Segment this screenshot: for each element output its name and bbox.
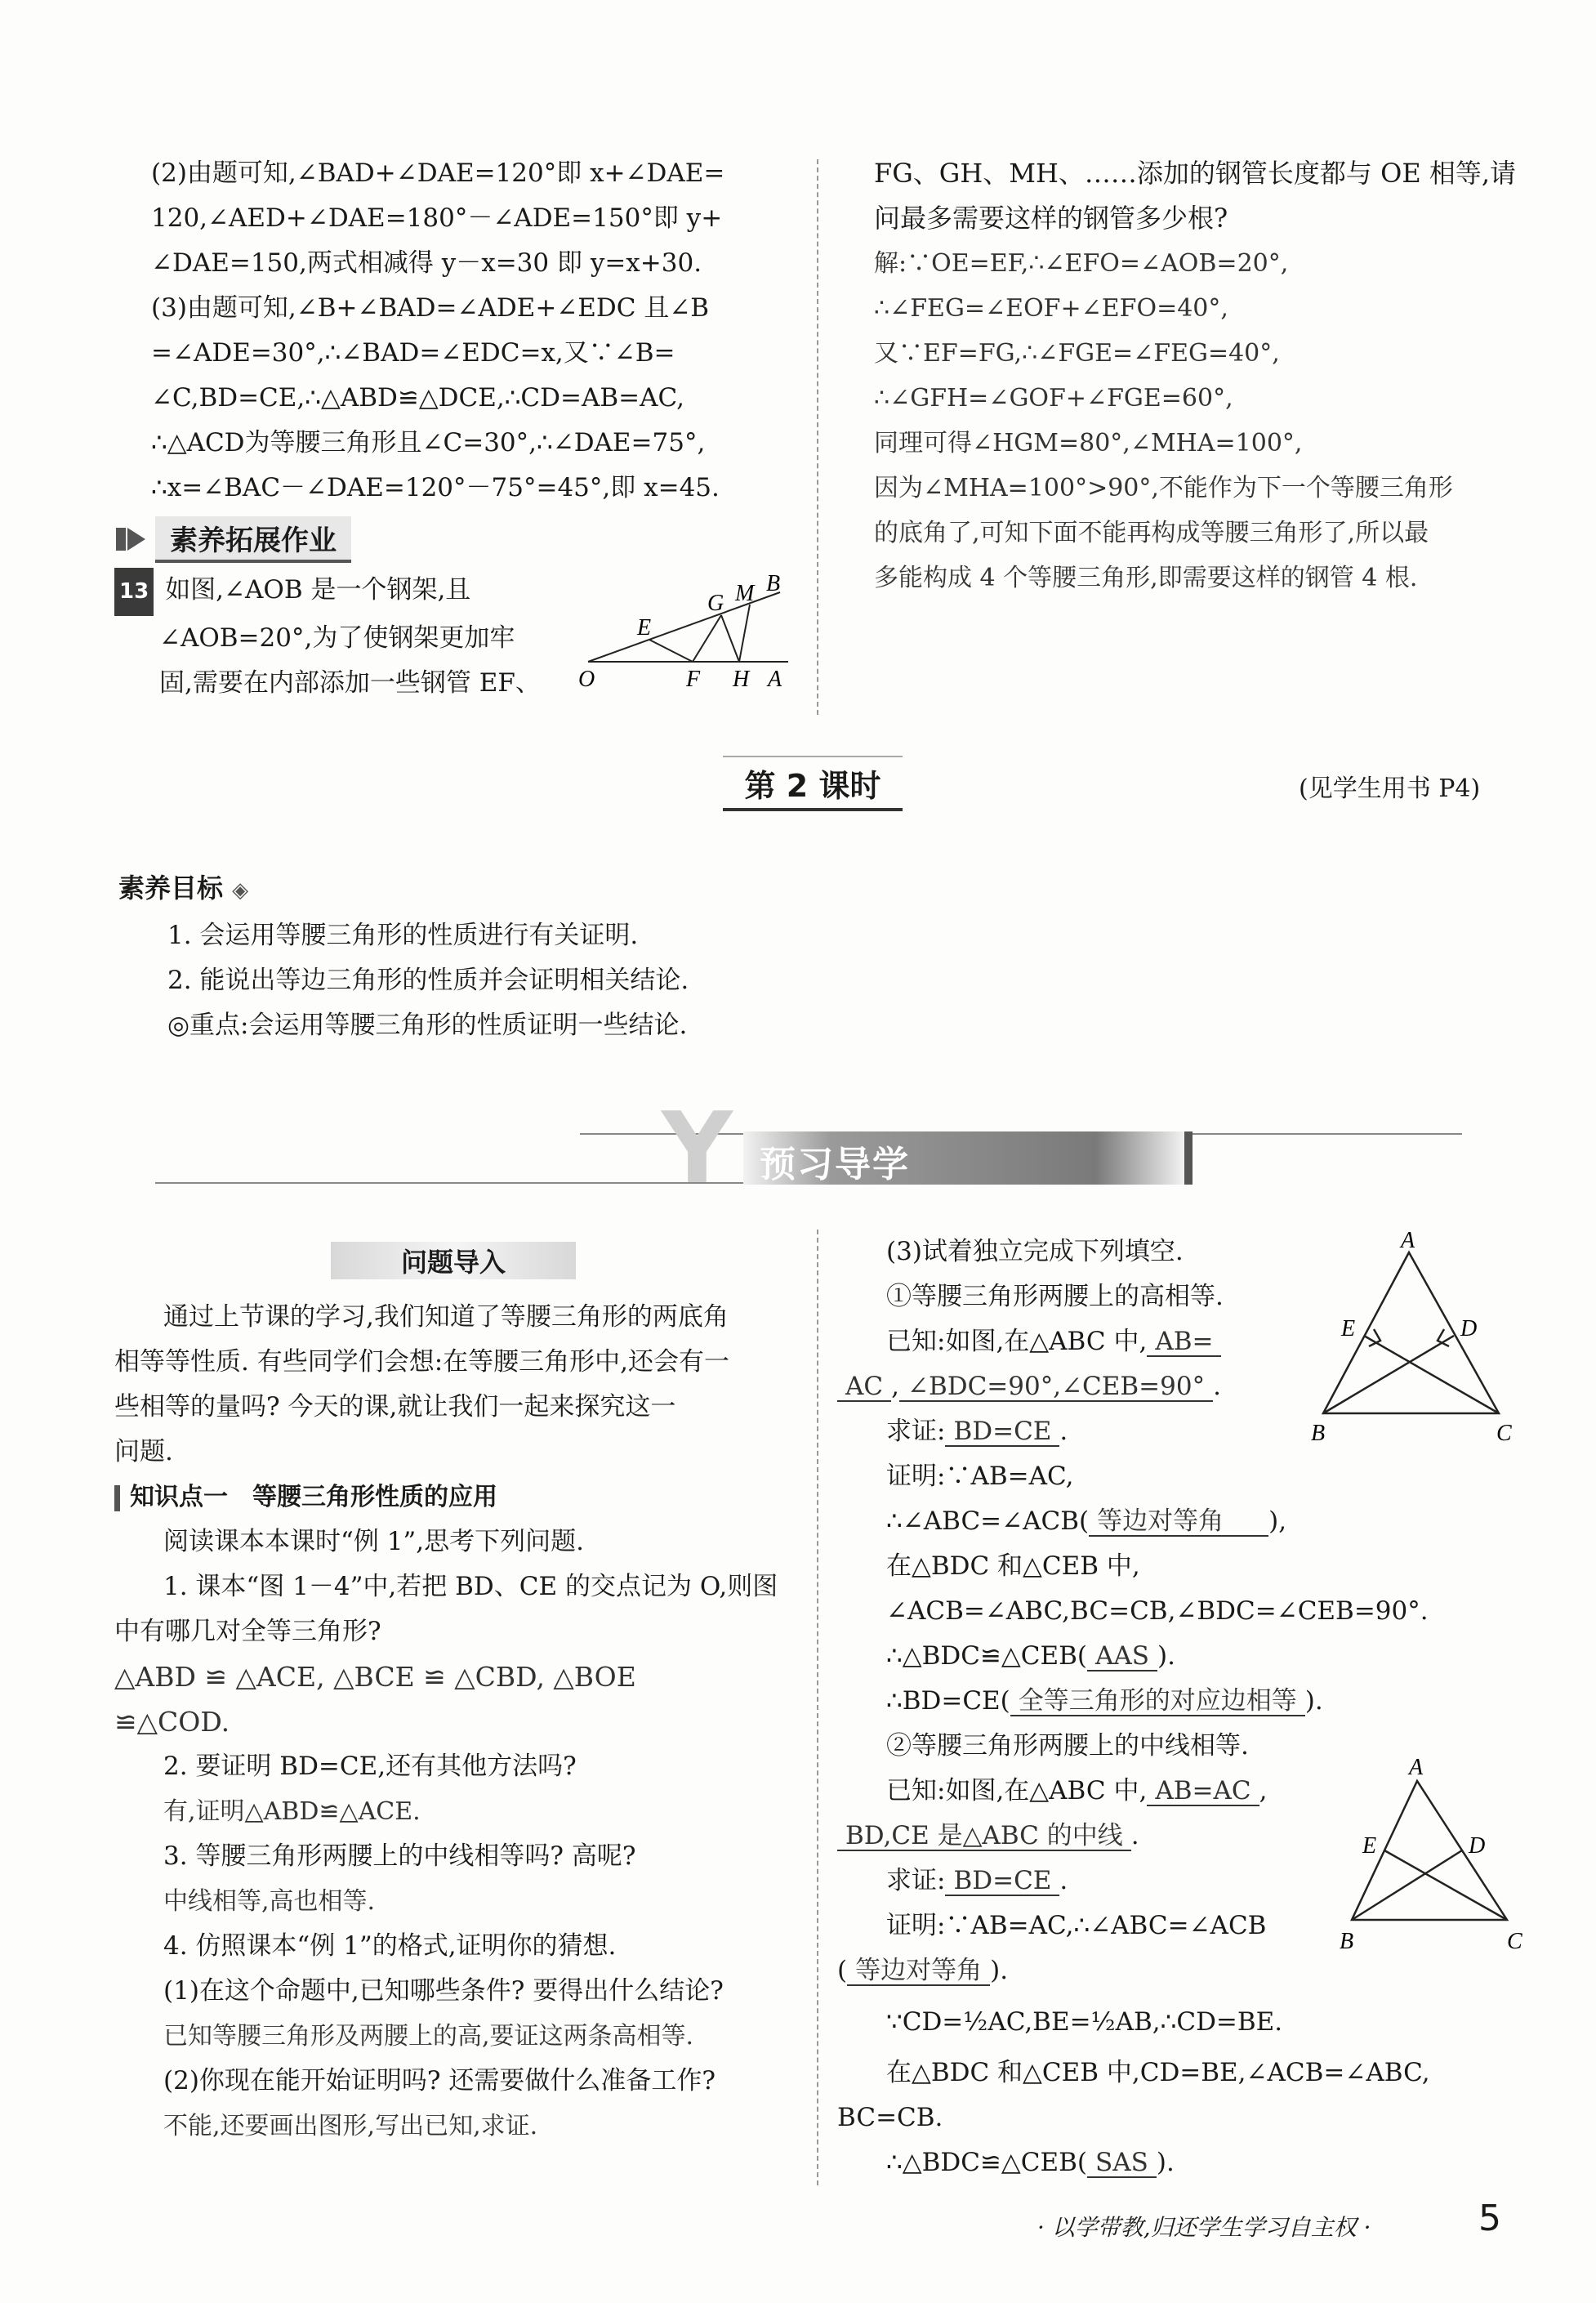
text-line: (3)试着独立完成下列填空. xyxy=(886,1237,1184,1266)
label-G: G xyxy=(707,591,724,616)
question-text: 中有哪几对全等三角形? xyxy=(114,1617,381,1646)
text-line: 求证: xyxy=(886,1417,946,1446)
read-instruction: 阅读课本本课时“例 1”,思考下列问题. xyxy=(163,1527,584,1556)
text-line: ∴∠ABC=∠ACB( xyxy=(886,1506,1090,1536)
text-line: 已知:如图,在△ABC 中, xyxy=(886,1776,1148,1805)
label-E: E xyxy=(1341,1316,1356,1341)
fill-blank: AC xyxy=(837,1372,891,1402)
banner-title: 预习导学 xyxy=(760,1144,910,1185)
label-A: A xyxy=(1401,1230,1415,1253)
student-book-ref: (见学生用书 P4) xyxy=(1299,774,1481,803)
question-text: (1)在这个命题中,已知哪些条件? 要得出什么结论? xyxy=(163,1976,724,2006)
label-E: E xyxy=(1362,1833,1377,1859)
diamond-icon: ◈ xyxy=(232,878,249,903)
text-line: ∴△BDC≌△CEB( xyxy=(886,1641,1087,1671)
fill-blank: 等边对等角 xyxy=(847,1957,990,1986)
question-text: 2. 要证明 BD=CE,还有其他方法吗? xyxy=(163,1752,577,1781)
triangle-medians-figure xyxy=(1340,1756,1536,1961)
section-title: 素养拓展作业 xyxy=(155,516,351,563)
question-text: 1. 课本“图 1－4”中,若把 BD、CE 的交点记为 O,则图 xyxy=(163,1572,778,1601)
intro-line: 通过上节课的学习,我们知道了等腰三角形的两底角 xyxy=(163,1302,729,1332)
lesson-title xyxy=(723,756,903,811)
text-line: =∠ADE=30°,∴∠BAD=∠EDC=x,又∵∠B= xyxy=(151,338,675,368)
goals-block xyxy=(118,866,1344,1048)
label-D: D xyxy=(1460,1316,1478,1341)
lesson-title-text: 第 2 课时 xyxy=(744,767,881,804)
fill-blank: ∠BDC=90°,∠CEB=90° xyxy=(899,1372,1213,1402)
question-13 xyxy=(114,568,572,706)
answer-line: ∴∠FEG=∠EOF+∠EFO=40°, xyxy=(874,294,1228,323)
goal-item: ◎重点:会运用等腰三角形的性质证明一些结论. xyxy=(167,1011,688,1040)
text-line: 在△BDC 和△CEB 中,CD=BE,∠ACB=∠ABC, xyxy=(886,2058,1430,2087)
text-line: 问最多需要这样的钢管多少根? xyxy=(874,203,1228,234)
question-text: (2)你现在能开始证明吗? 还需要做什么准备工作? xyxy=(163,2066,716,2095)
text-line: ②等腰三角形两腰上的中线相等. xyxy=(886,1731,1249,1761)
top-right-block xyxy=(874,151,1527,600)
text-line: ∠ACB=∠ABC,BC=CB,∠BDC=∠CEB=90°. xyxy=(886,1596,1429,1626)
page-number: 5 xyxy=(1478,2198,1501,2239)
intro-line: 些相等的量吗? 今天的课,就让我们一起来探究这一 xyxy=(114,1392,676,1422)
knowledge-point-title: 知识点一 等腰三角形性质的应用 xyxy=(130,1483,497,1511)
text-line: ∴△BDC≌△CEB( xyxy=(886,2148,1087,2177)
label-C: C xyxy=(1496,1421,1512,1446)
answer-line: 多能构成 4 个等腰三角形,即需要这样的钢管 4 根. xyxy=(874,564,1418,592)
label-A: A xyxy=(1409,1756,1424,1780)
text-line: ∵CD=½AC,BE=½AB,∴CD=BE. xyxy=(886,2007,1283,2037)
text-line: ∴△ACD为等腰三角形且∠C=30°,∴∠DAE=75°, xyxy=(151,428,706,457)
text-line: 证明:∵AB=AC,∴∠ABC=∠ACB xyxy=(886,1911,1267,1940)
kp-bar xyxy=(114,1485,120,1511)
label-A: A xyxy=(768,667,782,692)
goal-item: 2. 能说出等边三角形的性质并会证明相关结论. xyxy=(167,966,689,995)
question-text: 4. 仿照课本“例 1”的格式,证明你的猜想. xyxy=(163,1931,617,1961)
intro-line: 相等等性质. 有些同学们会想:在等腰三角形中,还会有一 xyxy=(114,1347,730,1377)
label-B: B xyxy=(766,571,781,596)
steel-frame-figure xyxy=(572,568,800,698)
fill-blank: AAS xyxy=(1087,1642,1157,1671)
top-left-block xyxy=(151,151,805,511)
arrow-icon xyxy=(114,523,147,556)
text-line: 固,需要在内部添加一些钢管 EF、 xyxy=(159,668,541,698)
fill-blank: 全等三角形的对应边相等 xyxy=(1010,1687,1305,1716)
fill-blank: 等边对等角 xyxy=(1089,1507,1268,1537)
text-line: (2)由题可知,∠BAD+∠DAE=120°即 x+∠DAE= xyxy=(151,158,725,188)
text-line: FG、GH、MH、……添加的钢管长度都与 OE 相等,请 xyxy=(874,158,1517,189)
answer-line: 同理可得∠HGM=80°,∠MHA=100°, xyxy=(874,429,1303,457)
answer-line: 的底角了,可知下面不能再构成等腰三角形了,所以最 xyxy=(874,519,1429,547)
banner-letter: Y xyxy=(662,1092,733,1206)
fill-blank: AB=AC xyxy=(1147,1777,1259,1806)
fill-blank: BD,CE 是△ABC 的中线 xyxy=(837,1822,1131,1851)
fill-blank: BD=CE xyxy=(945,1417,1059,1447)
answer-text: 有,证明△ABD≌△ACE. xyxy=(163,1797,421,1826)
intro-line: 问题. xyxy=(114,1437,173,1466)
fill-blank: SAS xyxy=(1087,2149,1157,2178)
text-line: 在△BDC 和△CEB 中, xyxy=(886,1551,1140,1581)
answer-text: 已知等腰三角形及两腰上的高,要证这两条高相等. xyxy=(163,2022,694,2051)
left-column xyxy=(114,1295,792,2149)
label-B: B xyxy=(1340,1929,1354,1954)
answer-text: △ABD ≌ △ACE, △BCE ≌ △CBD, △BOE xyxy=(114,1661,636,1693)
right-column: (3)试着独立完成下列填空. ①等腰三角形两腰上的高相等. 已知:如图,在△ABC 中, AB= AC , ∠BDC=90°,∠CEB=90° . 求证: BD=CE . 证明:∵AB=AC, ∴∠ABC=∠ACB( 等边对等角 ), 在△BDC 和△CEB 中, ∠ACB=∠ABC,BC=CB,∠BDC=∠CEB=90°. ∴△BDC≌△CEB( AAS ). ∴BD=CE( 全等三角形的对应边相等 ). ②等腰三角形两腰上的中线相等. 已知:如图,在△ABC 中, AB=AC , BD,CE 是△ABC 的中线 . 求证: BD=CE . 证明:∵AB=AC,∴∠ABC=∠ACB ( 等边对等角 ). ∵CD=½AC,BE=½AB,∴CD=BE. 在△BDC 和△CEB 中,CD=BE,∠ACB=∠ABC, BC=CB. ∴△BDC≌△CEB( SAS ). xyxy=(837,1230,1580,2185)
answer-line: 解:∵OE=EF,∴∠EFO=∠AOB=20°, xyxy=(874,249,1289,278)
column-divider-top xyxy=(817,159,818,715)
label-B: B xyxy=(1311,1421,1326,1446)
preview-banner xyxy=(155,1092,1470,1206)
label-H: H xyxy=(733,667,750,692)
text-line: ∴BD=CE( xyxy=(886,1686,1010,1716)
text-line: ∠DAE=150,两式相减得 y－x=30 即 y=x+30. xyxy=(151,248,702,278)
question-number-badge: 13 xyxy=(114,568,154,616)
section-header-expansion xyxy=(114,519,351,560)
text-line: 求证: xyxy=(886,1866,946,1895)
text-line: ①等腰三角形两腰上的高相等. xyxy=(886,1282,1224,1311)
footer-motto: · 以学带教,归还学生学习自主权 · xyxy=(1037,2214,1371,2241)
answer-line: ∴∠GFH=∠GOF+∠FGE=60°, xyxy=(874,384,1233,413)
text-line: ∠C,BD=CE,∴△ABD≌△DCE,∴CD=AB=AC, xyxy=(151,383,684,413)
section-title: 问题导入 xyxy=(400,1247,506,1278)
answer-text: 中线相等,高也相等. xyxy=(163,1887,376,1916)
label-D: D xyxy=(1469,1833,1486,1859)
label-E: E xyxy=(637,615,652,640)
text-line: 证明:∵AB=AC, xyxy=(886,1462,1074,1491)
answer-line: 因为∠MHA=100°>90°,不能作为下一个等腰三角形 xyxy=(874,474,1453,502)
answer-text: ≌△COD. xyxy=(114,1706,230,1738)
goal-item: 1. 会运用等腰三角形的性质进行有关证明. xyxy=(167,921,639,950)
label-F: F xyxy=(686,667,701,692)
text-line: (3)由题可知,∠B+∠BAD=∠ADE+∠EDC 且∠B xyxy=(151,293,710,323)
goals-heading: 素养目标 xyxy=(118,873,224,904)
text-line: 如图,∠AOB 是一个钢架,且 xyxy=(165,575,471,605)
triangle-altitudes-figure xyxy=(1307,1230,1544,1450)
text-line: ∴x=∠BAC－∠DAE=120°－75°=45°,即 x=45. xyxy=(151,473,720,502)
text-line: BC=CB. xyxy=(837,2103,943,2132)
text-line: 已知:如图,在△ABC 中, xyxy=(886,1327,1148,1356)
label-M: M xyxy=(735,581,755,606)
text-line: ∠AOB=20°,为了使钢架更加牢 xyxy=(159,623,515,653)
fill-blank: BD=CE xyxy=(945,1867,1059,1896)
label-O: O xyxy=(578,667,595,692)
column-divider-bottom xyxy=(817,1230,818,2185)
text-line: 120,∠AED+∠DAE=180°－∠ADE=150°即 y+ xyxy=(151,203,723,233)
question-text: 3. 等腰三角形两腰上的中线相等吗? 高呢? xyxy=(163,1841,636,1871)
fill-blank: AB= xyxy=(1147,1328,1221,1357)
label-C: C xyxy=(1507,1929,1522,1954)
answer-text: 不能,还要画出图形,写出已知,求证. xyxy=(163,2112,538,2140)
answer-line: 又∵EF=FG,∴∠FGE=∠FEG=40°, xyxy=(874,339,1280,368)
intro-section-header xyxy=(331,1242,576,1279)
